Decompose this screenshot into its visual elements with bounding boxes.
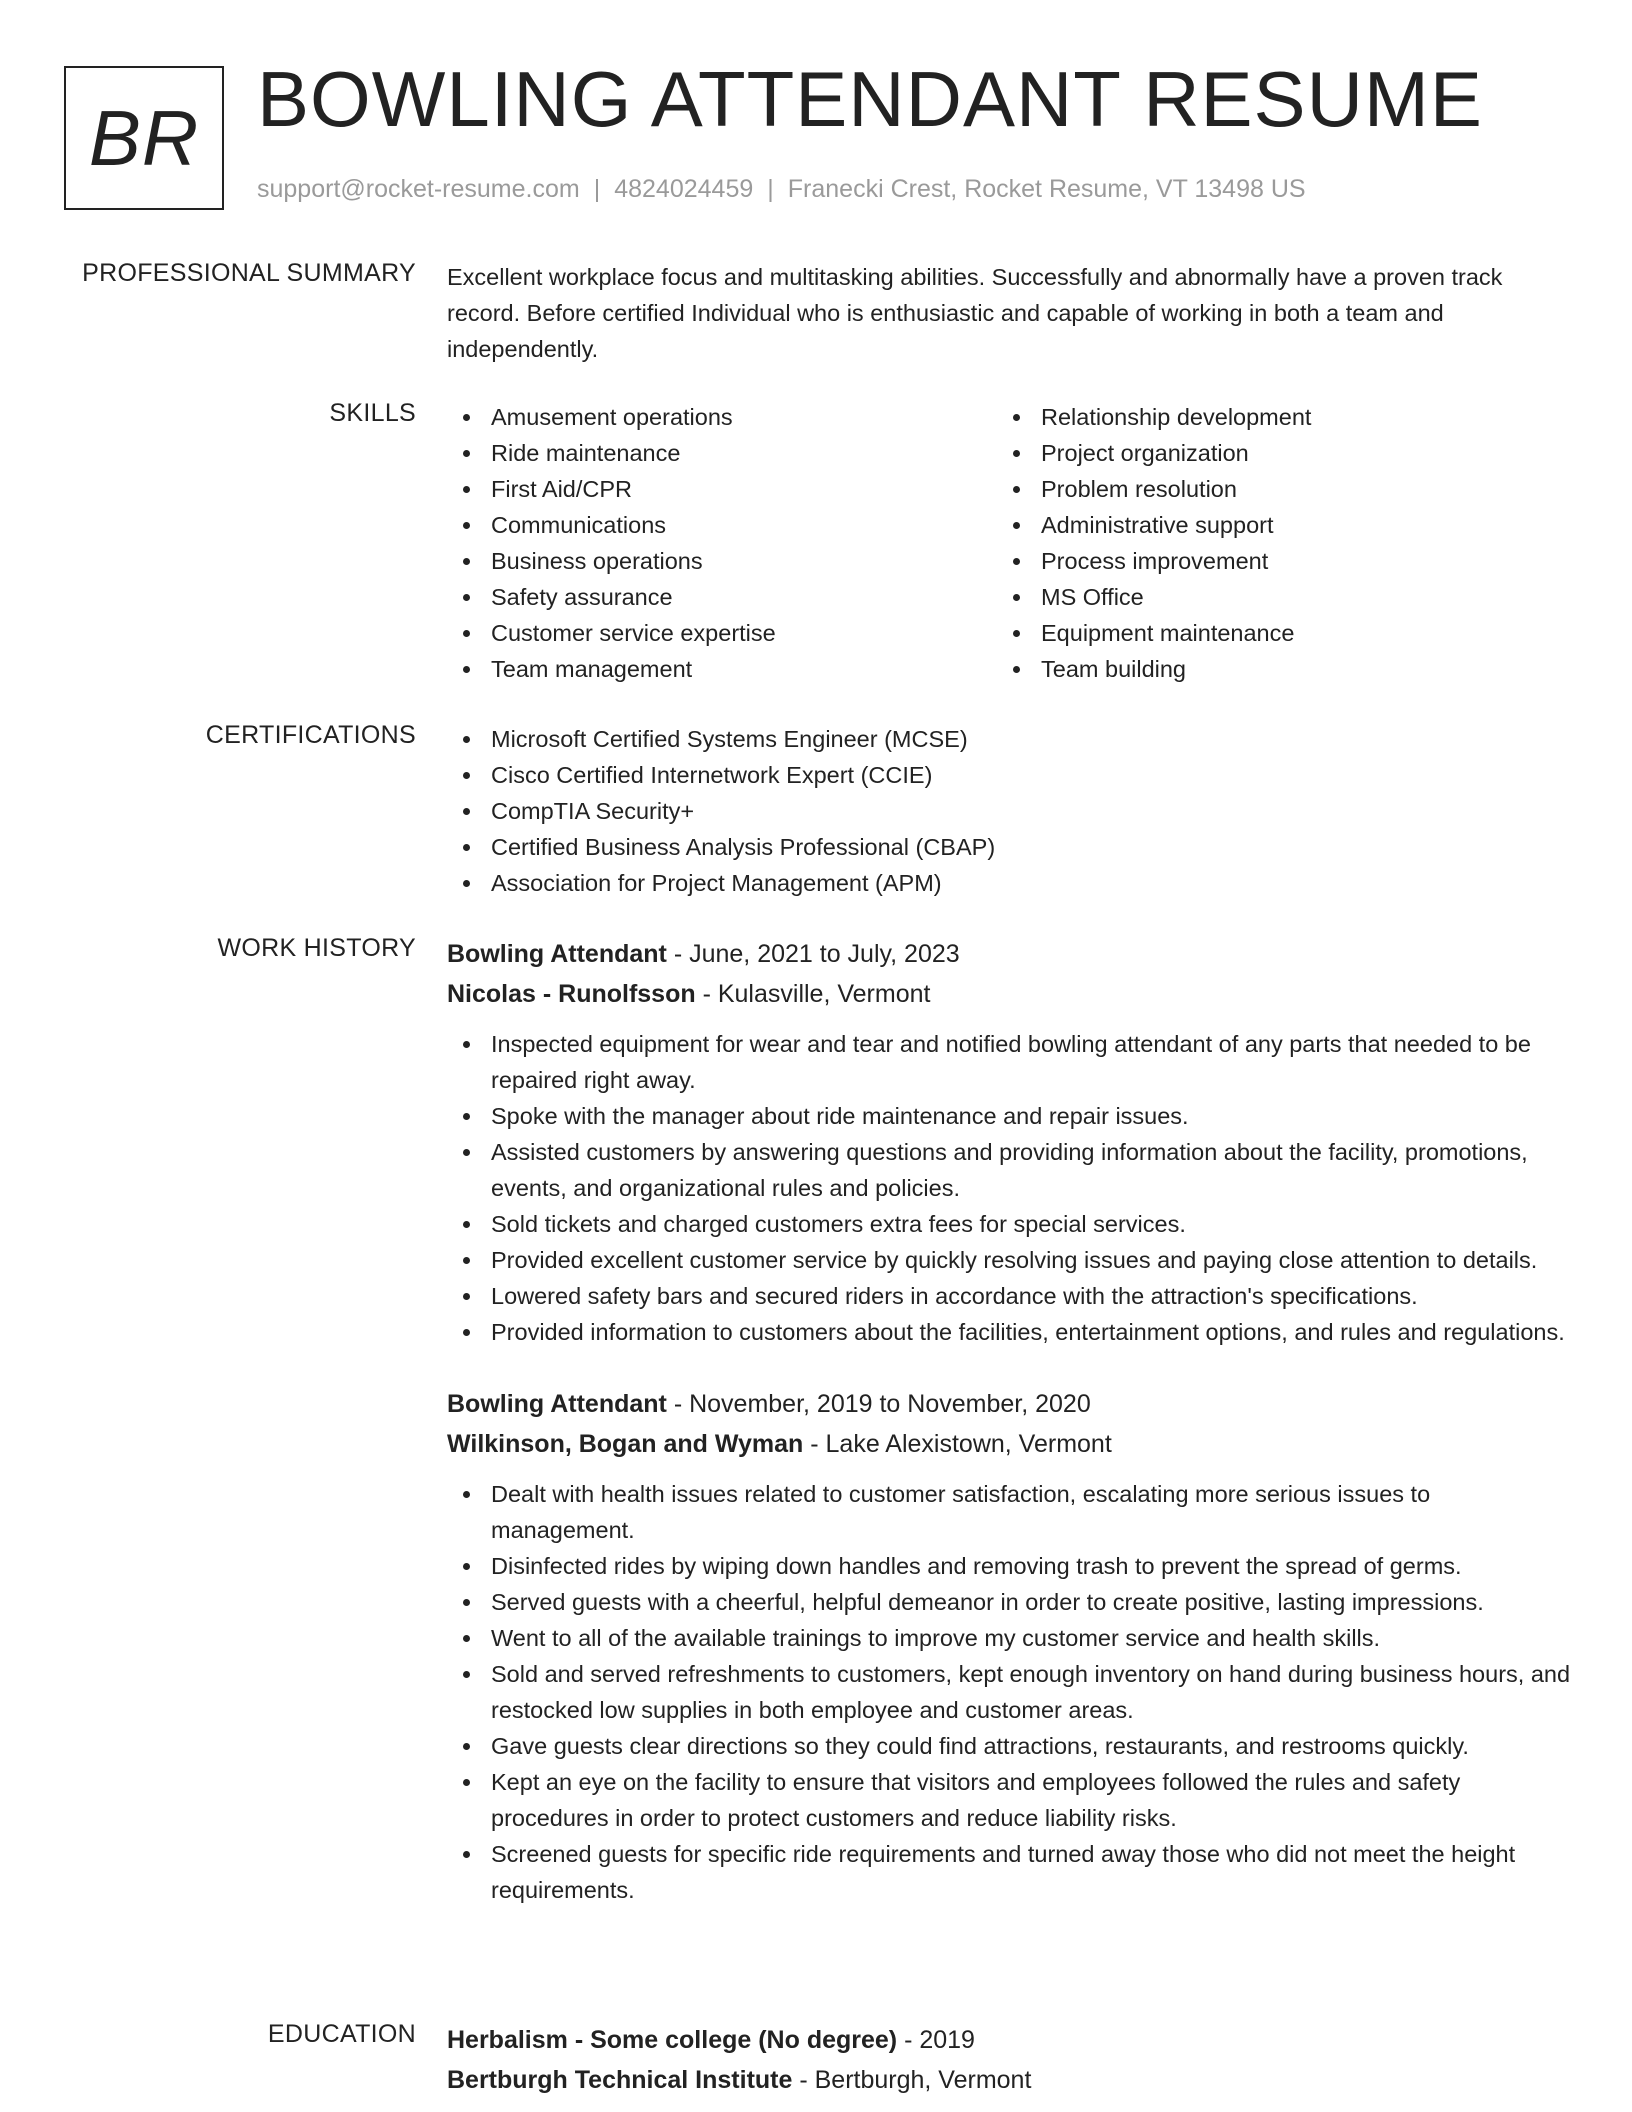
job-duty: Sold and served refreshments to customers, kept enough inventory on hand during business hours, and restocked low supplies in both employee and customer areas. xyxy=(447,1656,1572,1728)
skill-item: Customer service expertise xyxy=(447,615,997,651)
skill-item: Safety assurance xyxy=(447,579,997,615)
job-title-line xyxy=(447,1384,1572,1424)
contact-separator: | xyxy=(593,175,601,203)
skill-item: Team building xyxy=(997,651,1547,687)
certification-item: CompTIA Security+ xyxy=(447,793,1572,829)
skill-item: Communications xyxy=(447,507,997,543)
skill-item: Relationship development xyxy=(997,399,1547,435)
section-label: CERTIFICATIONS xyxy=(205,721,416,749)
section-label: SKILLS xyxy=(329,399,416,427)
education-school: Bertburgh Technical Institute xyxy=(447,2066,793,2094)
skill-item: Amusement operations xyxy=(447,399,997,435)
job-duty: Screened guests for specific ride requirements and turned away those who did not meet the height requirements. xyxy=(447,1836,1572,1908)
job-duty: Disinfected rides by wiping down handles and removing trash to prevent the spread of germs. xyxy=(447,1548,1572,1584)
job-title: Bowling Attendant xyxy=(447,1390,667,1418)
job-dates: - November, 2019 to November, 2020 xyxy=(666,1390,1091,1418)
contact-address: Franecki Crest, Rocket Resume, VT 13498 US xyxy=(787,175,1306,203)
contact-separator: | xyxy=(767,175,774,203)
section-label: PROFESSIONAL SUMMARY xyxy=(82,259,416,287)
job-duty: Went to all of the available trainings to improve my customer service and health skills. xyxy=(447,1620,1572,1656)
job-company-line xyxy=(447,1424,1572,1464)
certification-item: Cisco Certified Internetwork Expert (CCIE) xyxy=(447,757,1572,793)
job-duty: Lowered safety bars and secured riders in accordance with the attraction's specifications. xyxy=(447,1278,1572,1314)
education-body xyxy=(447,2020,1572,2100)
monogram-box xyxy=(64,66,224,210)
education-degree-line xyxy=(447,2020,1572,2060)
job-duty: Sold tickets and charged customers extra fees for special services. xyxy=(447,1206,1572,1242)
skill-item: Equipment maintenance xyxy=(997,615,1547,651)
job-duty: Provided information to customers about the facilities, entertainment options, and rules and regulations. xyxy=(447,1314,1572,1350)
skill-item: Ride maintenance xyxy=(447,435,997,471)
certification-item: Association for Project Management (APM) xyxy=(447,865,1572,901)
job-duty: Kept an eye on the facility to ensure that visitors and employees followed the rules and safety procedures in order to protect customers and reduce liability risks. xyxy=(447,1764,1572,1836)
skill-item: MS Office xyxy=(997,579,1547,615)
section-label: WORK HISTORY xyxy=(217,934,416,962)
job-duty: Dealt with health issues related to customer satisfaction, escalating more serious issues to management. xyxy=(447,1476,1572,1548)
job-title-line xyxy=(447,934,1572,974)
job-duty: Provided excellent customer service by quickly resolving issues and paying close attention to details. xyxy=(447,1242,1572,1278)
education-location: - Bertburgh, Vermont xyxy=(792,2066,1032,2094)
education-degree: Herbalism - Some college (No degree) xyxy=(447,2026,898,2054)
skills-list-right xyxy=(997,399,1547,687)
skill-item: Team management xyxy=(447,651,997,687)
certification-item: Certified Business Analysis Professional (CBAP) xyxy=(447,829,1572,865)
certifications-list xyxy=(447,721,1572,901)
job-duty: Assisted customers by answering questions and providing information about the facility, promotions, events, and organizational rules and policies. xyxy=(447,1134,1572,1206)
certifications-body xyxy=(447,721,1572,901)
job-duty: Gave guests clear directions so they could find attractions, restaurants, and restrooms quickly. xyxy=(447,1728,1572,1764)
summary-text: Excellent workplace focus and multitasking abilities. Successfully and abnormally have a proven track record. Before certified Individual who is enthusiastic and capable of working in both a team and independently. xyxy=(447,264,1503,362)
job-entry xyxy=(447,934,1572,1350)
skill-item: Business operations xyxy=(447,543,997,579)
skill-item: Administrative support xyxy=(997,507,1547,543)
job-company-line xyxy=(447,974,1572,1014)
job-duties-list xyxy=(447,1476,1572,1908)
job-duty: Served guests with a cheerful, helpful demeanor in order to create positive, lasting impressions. xyxy=(447,1584,1572,1620)
work-history-body xyxy=(447,934,1572,1908)
job-company: Wilkinson, Bogan and Wyman xyxy=(447,1430,804,1458)
job-company: Nicolas - Runolfsson xyxy=(447,980,696,1008)
education-school-line xyxy=(447,2060,1572,2100)
job-duty: Inspected equipment for wear and tear and notified bowling attendant of any parts that needed to be repaired right away. xyxy=(447,1026,1572,1098)
job-dates: - June, 2021 to July, 2023 xyxy=(666,940,960,968)
job-title: Bowling Attendant xyxy=(447,940,667,968)
skill-item: Problem resolution xyxy=(997,471,1547,507)
contact-line xyxy=(257,175,1306,204)
monogram-initials: BR xyxy=(88,93,200,182)
skill-item: Project organization xyxy=(997,435,1547,471)
education-year: - 2019 xyxy=(897,2026,975,2054)
skill-item: Process improvement xyxy=(997,543,1547,579)
section-label: EDUCATION xyxy=(267,2020,416,2048)
job-duty: Spoke with the manager about ride maintenance and repair issues. xyxy=(447,1098,1572,1134)
job-location: - Kulasville, Vermont xyxy=(695,980,931,1008)
contact-phone[interactable]: 4824024459 xyxy=(614,175,754,203)
job-entry xyxy=(447,1384,1572,1908)
skills-columns xyxy=(447,399,1572,687)
skill-item: First Aid/CPR xyxy=(447,471,997,507)
contact-email[interactable]: support@rocket-resume.com xyxy=(257,175,580,203)
certification-item: Microsoft Certified Systems Engineer (MCSE) xyxy=(447,721,1572,757)
skills-list-left xyxy=(447,399,997,687)
job-duties-list xyxy=(447,1026,1572,1350)
job-location: - Lake Alexistown, Vermont xyxy=(803,1430,1112,1458)
resume-title: BOWLING ATTENDANT RESUME xyxy=(257,55,1483,143)
